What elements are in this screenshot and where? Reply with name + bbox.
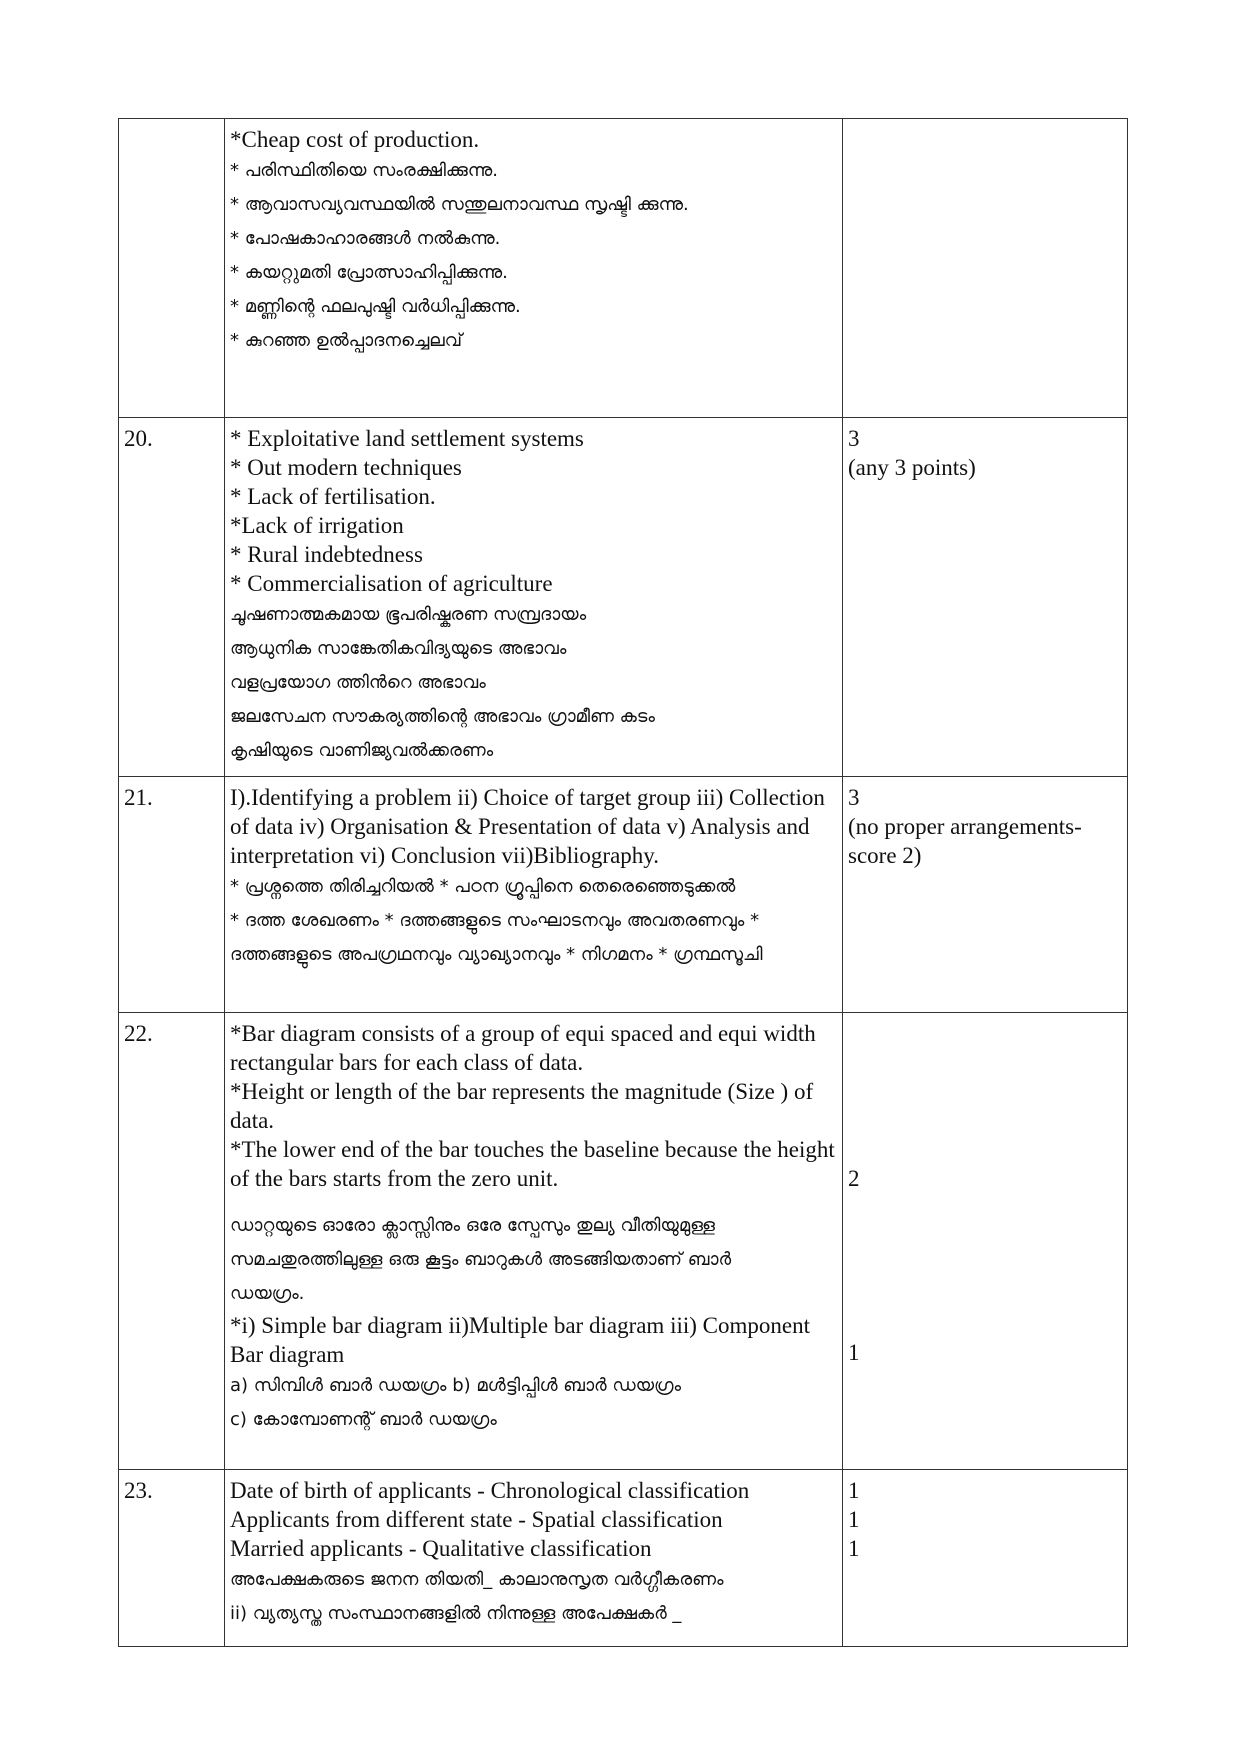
answer-line: I).Identifying a problem ii) Choice of target group iii) Collection of data iv) Organisation & Presentation of data v) Analysis and interpretation vi) Conclusion vii)Bibliography. (230, 785, 825, 868)
answer-key-table (118, 118, 1128, 1647)
answer-line-malayalam: ദത്തങ്ങളുടെ അപഗ്രഥനവും വ്യാഖ്യാനവും * നിഗമനം * ഗ്രന്ഥസൂചി (230, 944, 763, 965)
table-row (119, 777, 1128, 1013)
answer-line: *Bar diagram consists of a group of equi spaced and equi width rectangular bars for each class of data. (230, 1021, 816, 1075)
table-row (119, 119, 1128, 418)
question-number: 20. (119, 418, 225, 777)
answer-line: * Out modern techniques (230, 455, 462, 480)
answer-line-malayalam: c) കോമ്പോണന്റ് ബാർ ഡയഗ്രം (230, 1409, 497, 1430)
answer-line-malayalam: ഡാറ്റയുടെ ഓരോ ക്ലാസ്സിനും ഒരേ സ്പേസും തുല്യ വീതിയുമുള്ള (230, 1215, 715, 1236)
marks-note: (no proper arrangements-score 2) (848, 814, 1082, 868)
answer-line: Married applicants - Qualitative classification (230, 1536, 652, 1561)
answer-line: * Commercialisation of agriculture (230, 571, 553, 596)
question-number (119, 119, 225, 418)
answer-line-malayalam: * പരിസ്ഥിതിയെ സംരക്ഷിക്കുന്നു. (230, 160, 499, 181)
marks-cell (843, 1013, 1128, 1470)
marks-cell (843, 119, 1128, 418)
answer-line-malayalam: ii) വ്യത്യസ്ത സംസ്ഥാനങ്ങളിൽ നിന്നുള്ള അപേക്ഷകർ _ (230, 1603, 682, 1624)
answer-cell (225, 1470, 843, 1647)
table-row (119, 1470, 1128, 1647)
answer-line-malayalam: സമചതുരത്തിലുള്ള ഒരു കൂട്ടം ബാറുകൾ അടങ്ങിയതാണ് ബാർ (230, 1249, 732, 1270)
answer-line: * Lack of fertilisation. (230, 484, 436, 509)
marks-value: 1 (848, 1478, 860, 1503)
answer-line: Date of birth of applicants - Chronological classification (230, 1478, 750, 1503)
answer-line: *The lower end of the bar touches the baseline because the height of the bars starts from the zero unit. (230, 1137, 835, 1191)
marks-cell (843, 418, 1128, 777)
answer-line: * Rural indebtedness (230, 542, 423, 567)
answer-line: *Cheap cost of production. (230, 127, 480, 152)
answer-line-malayalam: a) സിമ്പിൾ ബാർ ഡയഗ്രം b) മൾട്ടിപ്പിൾ ബാർ ഡയഗ്രം (230, 1375, 682, 1396)
answer-line-malayalam: ആധുനിക സാങ്കേതികവിദ്യയുടെ അഭാവം (230, 638, 567, 659)
answer-line-malayalam: വളപ്രയോഗ ത്തിൻറെ അഭാവം (230, 672, 486, 693)
answer-cell (225, 1013, 843, 1470)
answer-line-malayalam: * മണ്ണിന്റെ ഫലപുഷ്ടി വർധിപ്പിക്കുന്നു. (230, 296, 521, 317)
answer-cell (225, 418, 843, 777)
marks-note: (any 3 points) (848, 455, 976, 480)
table-row (119, 418, 1128, 777)
marks-value: 1 (848, 1536, 860, 1561)
answer-line-malayalam: * കുറഞ്ഞ ഉൽപ്പാദനച്ചെലവ് (230, 330, 463, 351)
answer-line-malayalam: ഡയഗ്രം. (230, 1283, 305, 1304)
answer-line: *i) Simple bar diagram ii)Multiple bar diagram iii) Component Bar diagram (230, 1313, 810, 1367)
answer-line: *Lack of irrigation (230, 513, 404, 538)
answer-line-malayalam: ജലസേചന സൗകര്യത്തിന്റെ അഭാവം ഗ്രാമീണ കടം (230, 706, 655, 727)
marks-value: 2 (848, 1166, 860, 1191)
answer-line: * Exploitative land settlement systems (230, 426, 584, 451)
table-row (119, 1013, 1128, 1470)
answer-line: Applicants from different state - Spatial classification (230, 1507, 723, 1532)
answer-line-malayalam: * ആവാസവ്യവസ്ഥയിൽ സന്തുലനാവസ്ഥ സൃഷ്ടി ക്കുന്നു. (230, 194, 689, 215)
question-number: 21. (119, 777, 225, 1013)
answer-line-malayalam: * പോഷകാഹാരങ്ങൾ നൽകുന്നു. (230, 228, 501, 249)
answer-cell (225, 119, 843, 418)
answer-line-malayalam: ചൂഷണാത്മകമായ ഭൂപരിഷ്കരണ സമ്പ്രദായം (230, 604, 587, 625)
marks-value: 1 (848, 1507, 860, 1532)
answer-line-malayalam: * ദത്ത ശേഖരണം * ദത്തങ്ങളുടെ സംഘാടനവും അവതരണവും * (230, 910, 760, 931)
marks-value: 3 (848, 426, 860, 451)
answer-line-malayalam: * പ്രശ്നത്തെ തിരിച്ചറിയൽ * പഠന ഗ്രൂപ്പിനെ തെരെഞ്ഞെടുക്കൽ (230, 876, 736, 897)
question-number: 23. (119, 1470, 225, 1647)
marks-value: 3 (848, 785, 860, 810)
answer-line: *Height or length of the bar represents the magnitude (Size ) of data. (230, 1079, 814, 1133)
answer-line-malayalam: * കയറ്റുമതി പ്രോത്സാഹിപ്പിക്കുന്നു. (230, 262, 508, 283)
answer-cell (225, 777, 843, 1013)
spacer (230, 1193, 837, 1209)
marks-cell (843, 1470, 1128, 1647)
answer-line-malayalam: അപേക്ഷകരുടെ ജനന തിയതി_ കാലാനുസൃത വർഗ്ഗീകരണം (230, 1569, 724, 1590)
question-number: 22. (119, 1013, 225, 1470)
marks-value: 1 (848, 1340, 860, 1365)
answer-line-malayalam: കൃഷിയുടെ വാണിജ്യവൽക്കരണം (230, 740, 494, 761)
marks-cell (843, 777, 1128, 1013)
